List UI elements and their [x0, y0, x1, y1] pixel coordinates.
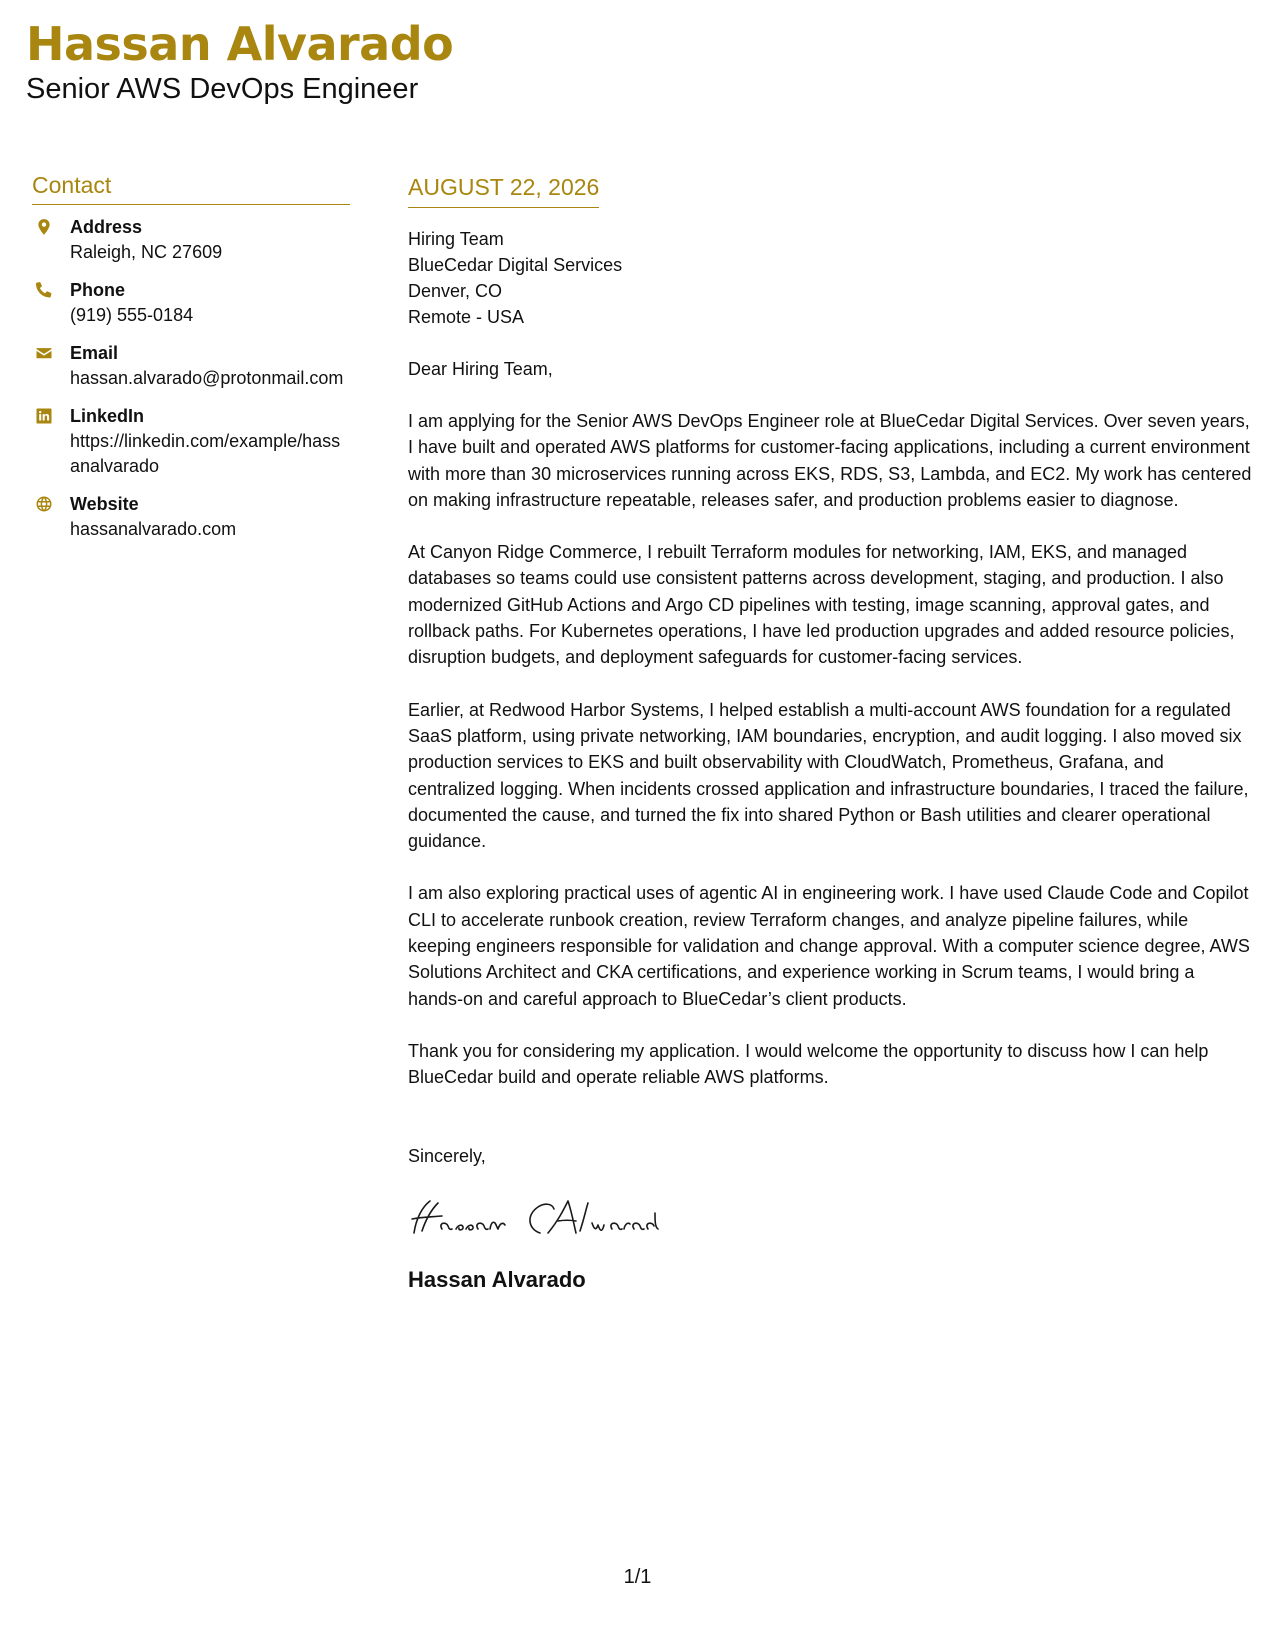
recipient-block	[408, 226, 1253, 330]
signed-name: Hassan Alvarado	[408, 1266, 586, 1292]
job-title: Senior AWS DevOps Engineer	[26, 72, 419, 105]
body-paragraph: Thank you for considering my application. I would welcome the opportunity to discuss how I can help BlueCedar build and operate reliable AWS platforms.	[408, 1040, 1209, 1088]
website-value[interactable]: hassanalvarado.com	[70, 519, 237, 539]
phone-value: (919) 555-0184	[70, 305, 194, 325]
address-label: Address	[70, 217, 143, 237]
body-paragraph: At Canyon Ridge Commerce, I rebuilt Terraform modules for networking, IAM, EKS, and managed databases so teams could use consistent patterns across development, staging, and production. I also modernized GitHub Actions and Argo CD pipelines with testing, image scanning, approval gates, and rollback paths. For Kubernetes operations, I have led production upgrades and added resource policies, disruption budgets, and deployment safeguards for customer-facing services.	[408, 542, 1235, 668]
contact-list	[32, 215, 350, 542]
contact-item-phone	[32, 278, 350, 328]
linkedin-value[interactable]: https://linkedin.com/example/hassanalvarado	[70, 431, 341, 476]
contact-item-address	[32, 215, 350, 265]
phone-label: Phone	[70, 280, 126, 300]
contact-item-linkedin	[32, 404, 350, 479]
envelope-icon	[32, 341, 70, 362]
header	[26, 18, 453, 106]
body-paragraph: I am also exploring practical uses of agentic AI in engineering work. I have used Claude Code and Copilot CLI to accelerate runbook creation, review Terraform changes, and analyze pipeline failures, while keeping engineers responsible for validation and change approval. With a computer science degree, AWS Solutions Architect and CKA certifications, and experience working in Scrum teams, I would bring a hands-on and careful approach to BlueCedar’s client products.	[408, 883, 1250, 1009]
salutation: Dear Hiring Team,	[408, 359, 553, 379]
candidate-name: Hassan Alvarado	[26, 17, 454, 71]
letter-date: AUGUST 22, 2026	[408, 174, 599, 208]
map-pin-icon	[32, 215, 70, 236]
contact-item-email	[32, 341, 350, 391]
linkedin-icon	[32, 404, 70, 425]
contact-sidebar	[32, 172, 350, 555]
website-label: Website	[70, 494, 139, 514]
page-number: 1/1	[623, 1566, 652, 1588]
letter-body	[408, 174, 1253, 1293]
body-paragraph: Earlier, at Redwood Harbor Systems, I helped establish a multi-account AWS foundation for a regulated SaaS platform, using private networking, IAM boundaries, encryption, and audit logging. I also moved six production services to EKS and built observability with CloudWatch, Prometheus, Grafana, and centralized logging. When incidents crossed application and infrastructure boundaries, I traced the failure, documented the cause, and turned the fix into shared Python or Bash utilities and clearer operational guidance.	[408, 699, 1249, 852]
body-paragraph: I am applying for the Senior AWS DevOps Engineer role at BlueCedar Digital Services. Over seven years, I have built and operated AWS platforms for customer-facing applications, including a current environment with more than 30 microservices running across EKS, RDS, S3, Lambda, and EC2. My work has centered on making infrastructure repeatable, releases safer, and production problems easier to diagnose.	[408, 411, 1252, 510]
recipient-line: Hiring Team	[408, 229, 504, 249]
contact-section-title: Contact	[32, 172, 350, 205]
globe-icon	[32, 492, 70, 513]
address-value: Raleigh, NC 27609	[70, 242, 223, 262]
recipient-line: Remote - USA	[408, 307, 525, 327]
recipient-line: BlueCedar Digital Services	[408, 255, 623, 275]
email-value[interactable]: hassan.alvarado@protonmail.com	[70, 368, 344, 388]
handwritten-signature	[408, 1189, 1253, 1249]
recipient-line: Denver, CO	[408, 281, 503, 301]
contact-item-website	[32, 492, 350, 542]
phone-icon	[32, 278, 70, 299]
linkedin-label: LinkedIn	[70, 406, 145, 426]
closing: Sincerely,	[408, 1145, 486, 1166]
email-label: Email	[70, 343, 119, 363]
